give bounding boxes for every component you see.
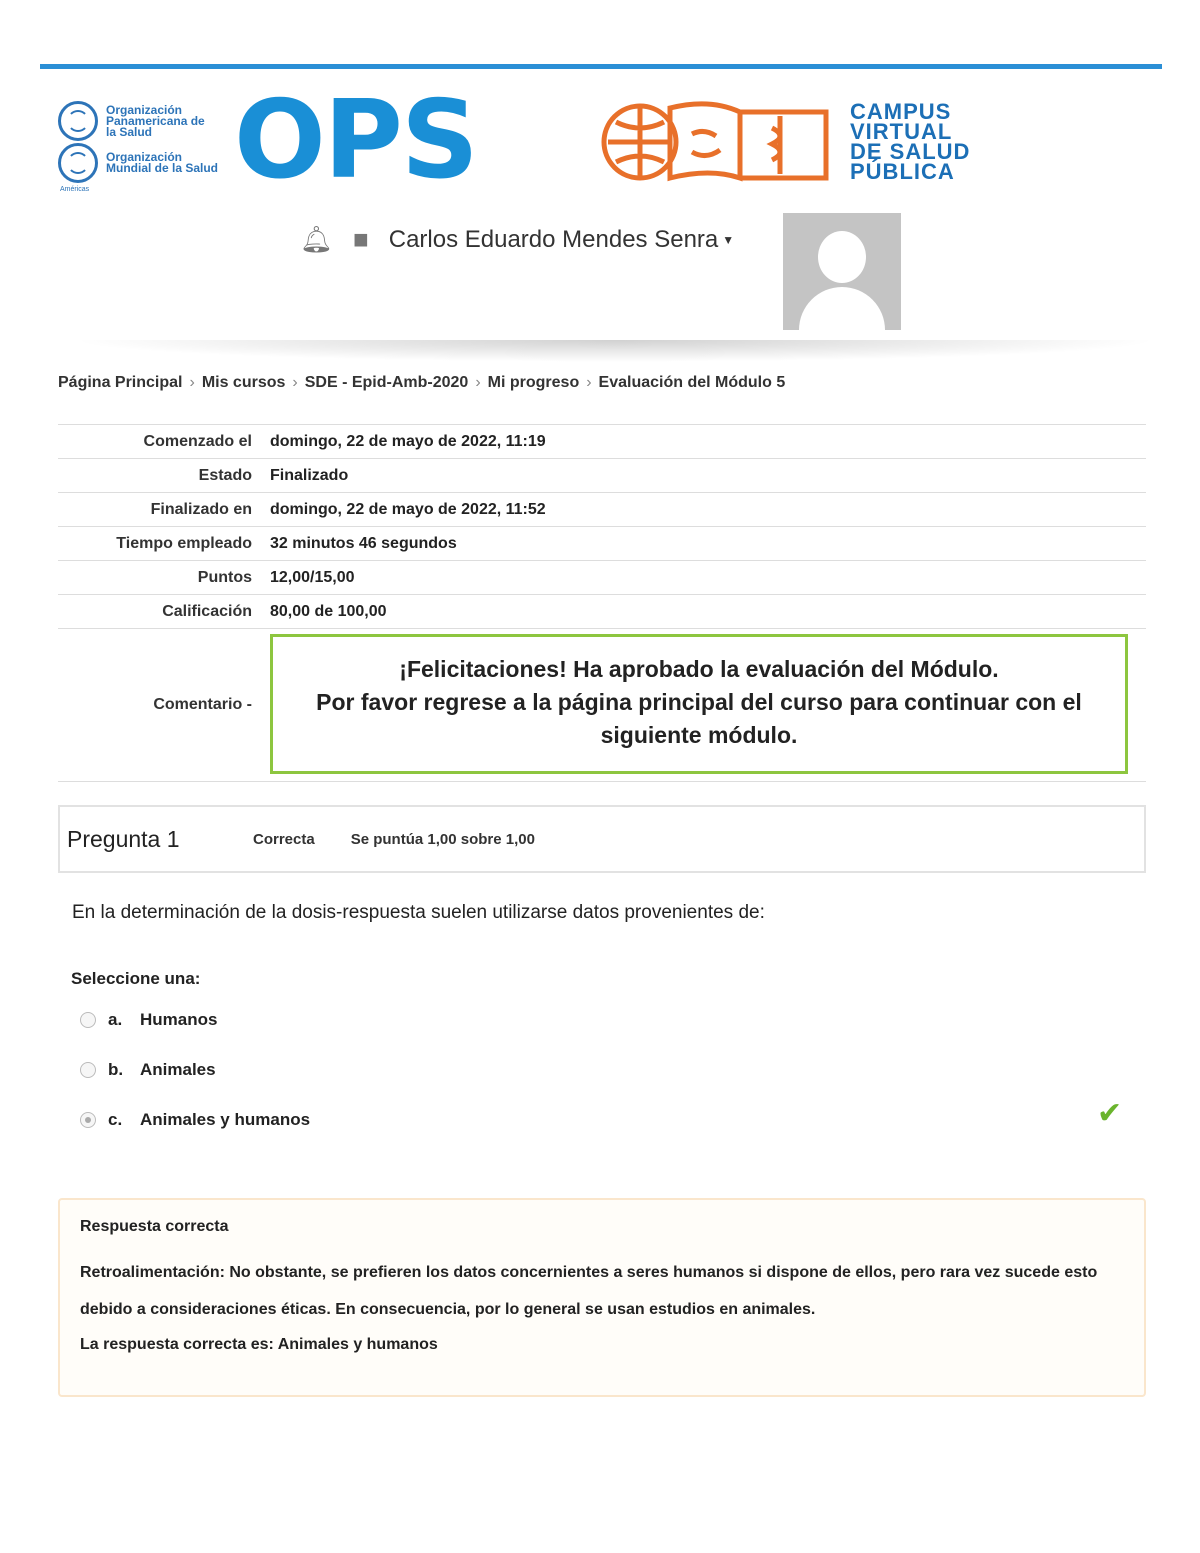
campus-line1: CAMPUS	[850, 99, 952, 124]
answer-option-c[interactable]	[80, 1110, 310, 1130]
comment-line2: Por favor regrese a la página principal del curso para continuar con el siguiente módulo.	[316, 689, 1082, 748]
campus-line3: DE SALUD	[850, 139, 971, 164]
started-value: domingo, 22 de mayo de 2022, 11:19	[270, 425, 1146, 459]
points-label: Puntos	[58, 561, 270, 595]
comment-label: Comentario -	[58, 629, 270, 782]
question-grade: Se puntúa 1,00 sobre 1,00	[350, 830, 535, 848]
ops-logo: OPS	[234, 78, 477, 203]
breadcrumb	[58, 374, 785, 392]
org-line2: Organización Mundial de la Salud	[106, 150, 219, 175]
breadcrumb-separator-icon: ›	[292, 374, 298, 391]
notifications-bell-icon[interactable]: 🔔︎	[300, 224, 334, 254]
paho-globe-icon	[58, 101, 98, 141]
breadcrumb-separator-icon: ›	[475, 374, 481, 391]
option-letter: b.	[108, 1060, 124, 1079]
question-prompt: Seleccione una:	[71, 969, 201, 988]
option-label: Animales y humanos	[140, 1110, 311, 1129]
question-number: Pregunta 1	[67, 825, 180, 852]
option-label: Humanos	[140, 1010, 218, 1029]
feedback-box	[58, 1198, 1146, 1397]
summary-row-points	[58, 561, 1146, 595]
avatar-head	[818, 231, 866, 283]
option-letter: a.	[108, 1010, 123, 1029]
correct-answer: La respuesta correcta es: Animales y humanos	[80, 1336, 438, 1353]
user-menu-name[interactable]: Carlos Eduardo Mendes Senra	[388, 225, 719, 253]
campus-line4: PÚBLICA	[850, 159, 955, 184]
breadcrumb-home[interactable]: Página Principal	[58, 374, 183, 391]
avatar-body	[799, 287, 885, 330]
option-label: Animales	[140, 1060, 216, 1079]
user-menu-caret-icon[interactable]: ▼	[722, 232, 735, 247]
feedback-title: Respuesta correcta	[80, 1218, 229, 1235]
campus-emblem-icon	[600, 98, 840, 184]
time-label: Tiempo empleado	[58, 527, 270, 561]
radio-c[interactable]	[80, 1112, 96, 1128]
messages-chat-icon[interactable]: ■	[353, 224, 369, 254]
finished-value: domingo, 22 de mayo de 2022, 11:52	[270, 493, 1146, 527]
state-value: Finalizado	[270, 459, 1146, 493]
comment-box	[270, 634, 1128, 774]
campus-virtual-logo	[850, 99, 971, 184]
option-letter: c.	[108, 1110, 123, 1129]
summary-row-comment	[58, 629, 1146, 782]
feedback-text: Retroalimentación: No obstante, se prefieren los datos concernientes a seres humanos si dispone de ellos, pero rara vez sucede esto debido a consideraciones éticas. En consecuencia, por lo general se usan estudios en animales.	[80, 1264, 1098, 1318]
summary-row-time	[58, 527, 1146, 561]
started-label: Comenzado el	[58, 425, 270, 459]
question-info-box	[58, 805, 1146, 873]
org-sub: Américas	[60, 186, 90, 193]
grade-label: Calificación	[58, 595, 270, 629]
summary-row-state	[58, 459, 1146, 493]
finished-label: Finalizado en	[58, 493, 270, 527]
user-bar	[300, 224, 734, 255]
avatar[interactable]	[783, 213, 901, 330]
header-shadow	[70, 340, 1160, 362]
paho-who-logo	[58, 100, 228, 192]
breadcrumb-progress[interactable]: Mi progreso	[487, 374, 580, 391]
breadcrumb-my-courses[interactable]: Mis cursos	[201, 374, 286, 391]
breadcrumb-course[interactable]: SDE - Epid-Amb-2020	[304, 374, 469, 391]
org-line1: Organización Panamericana de la Salud	[106, 102, 205, 139]
points-value: 12,00/15,00	[270, 561, 1146, 595]
breadcrumb-current[interactable]: Evaluación del Módulo 5	[598, 374, 786, 391]
who-globe-icon	[58, 143, 98, 183]
answer-option-b[interactable]	[80, 1060, 216, 1080]
breadcrumb-separator-icon: ›	[586, 374, 592, 391]
summary-row-started	[58, 425, 1146, 459]
radio-a[interactable]	[80, 1012, 96, 1028]
campus-line2: VIRTUAL	[850, 119, 953, 144]
summary-row-grade	[58, 595, 1146, 629]
answer-option-a[interactable]	[80, 1010, 217, 1030]
breadcrumb-separator-icon: ›	[189, 374, 195, 391]
grade-value: 80,00 de 100,00	[270, 595, 1146, 629]
radio-b[interactable]	[80, 1062, 96, 1078]
time-value: 32 minutos 46 segundos	[270, 527, 1146, 561]
top-rule	[40, 64, 1162, 69]
comment-line1: ¡Felicitaciones! Ha aprobado la evaluación del Módulo.	[399, 656, 999, 682]
comment-cell	[270, 629, 1146, 782]
question-text: En la determinación de la dosis-respuesta suelen utilizarse datos provenientes de:	[72, 902, 765, 923]
question-state: Correcta	[253, 830, 315, 848]
correct-check-icon: ✔	[1097, 1097, 1123, 1130]
attempt-summary-table	[58, 424, 1146, 782]
state-label: Estado	[58, 459, 270, 493]
summary-row-finished	[58, 493, 1146, 527]
